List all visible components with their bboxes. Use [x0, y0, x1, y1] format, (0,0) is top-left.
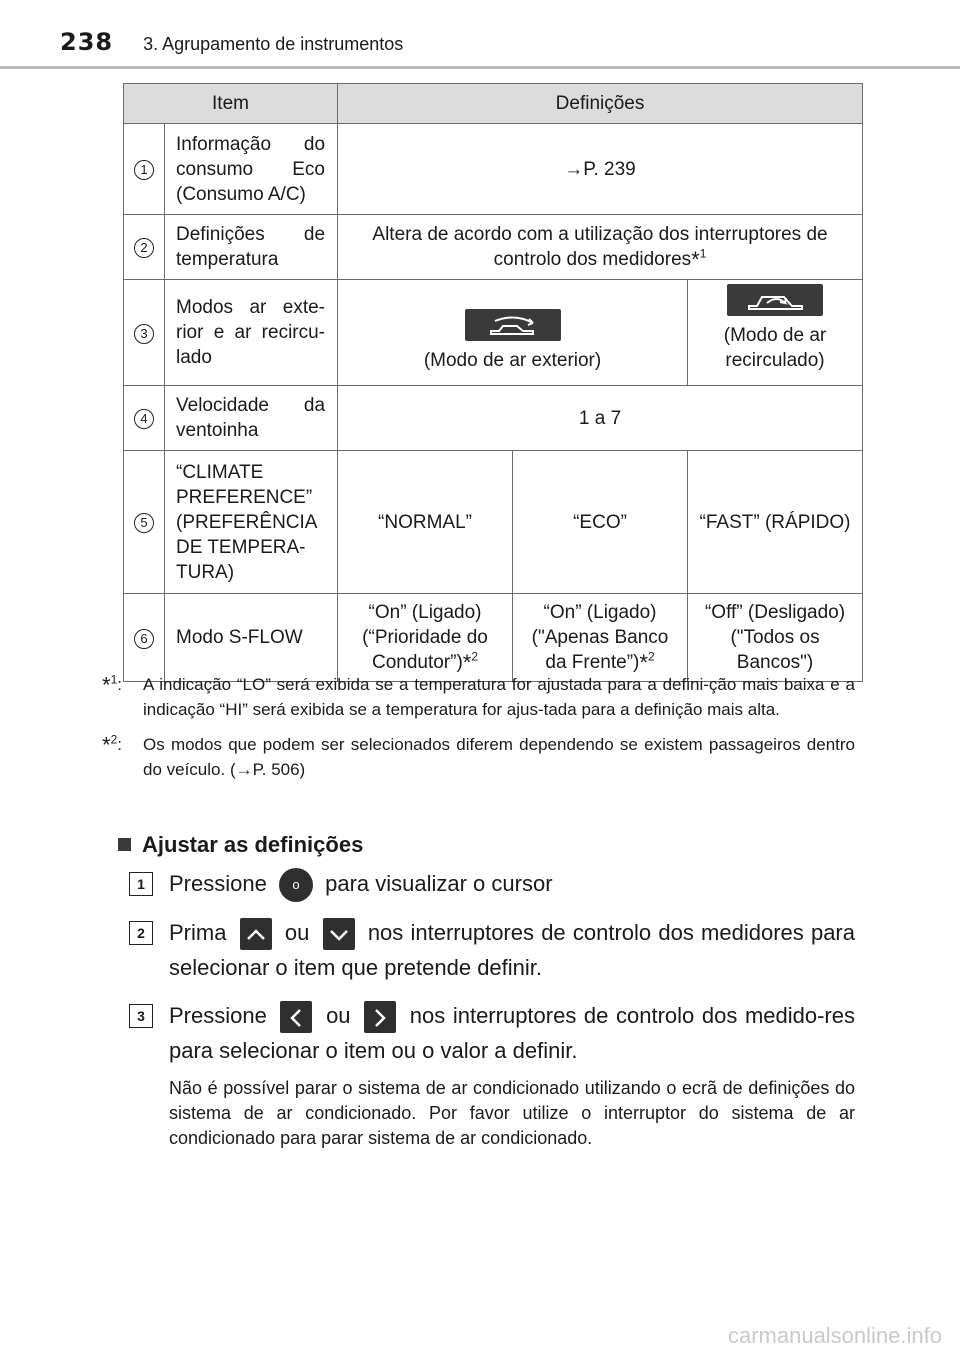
option-eco: “ECO” — [513, 451, 688, 594]
footnote-mark: 1 — [110, 672, 118, 687]
step-number: 2 — [129, 921, 153, 945]
table-header-row — [124, 84, 863, 124]
step-number: 3 — [129, 1004, 153, 1028]
row-item: Informação do consumo Eco (Consumo A/C) — [165, 124, 338, 215]
footnote-mark: 2 — [110, 732, 118, 747]
row-number: 5 — [134, 513, 154, 533]
option-all-seats: “Off” (Desligado) ("Todos os Bancos") — [688, 594, 863, 682]
option-driver-priority: “On” (Ligado) (“Prioridade do Condutor”)*$^2$ — [338, 594, 513, 682]
table-row — [124, 280, 863, 386]
footnote-ref: 2 — [471, 649, 479, 664]
footnotes — [102, 672, 855, 792]
option-label: (Modo de ar recirculado) — [723, 325, 827, 371]
option-normal: “NORMAL” — [338, 451, 513, 594]
page-number: 238 — [60, 28, 114, 56]
step-1: 1 Pressione o para visualizar o cursor — [129, 866, 855, 902]
row-definition-text: Altera de acordo com a utilização dos interruptores de controlo dos medidores — [372, 224, 828, 270]
table-row — [124, 124, 863, 215]
ok-button-icon: o — [279, 868, 313, 902]
footnote-ref: 1 — [699, 246, 707, 261]
option-front-only: “On” (Ligado) ("Apenas Banco da Frente”)*$^2$ — [513, 594, 688, 682]
footnote: *$^1$: A indicação “LO” será exibida se a temperatura for ajustada para a defini-ção mais baixa e a indicação “HI” será exibida se a temperatura for ajus-tada para a definição mais alta. — [102, 672, 855, 719]
settings-table — [123, 83, 863, 682]
row-item: Definições de temperatura — [165, 215, 338, 280]
row-number: 3 — [134, 324, 154, 344]
row-number: 1 — [134, 160, 154, 180]
subheading: Ajustar as definições — [118, 832, 363, 858]
step-2: 2 Prima ou nos interruptores de controlo dos medidores para selecionar o item que pretende definir. — [129, 915, 855, 985]
row-number: 4 — [134, 409, 154, 429]
table-row — [124, 594, 863, 682]
option-recirculated-air — [688, 280, 863, 386]
bullet-square-icon — [118, 838, 131, 851]
table-row — [124, 215, 863, 280]
recirculated-air-mode-icon — [727, 284, 823, 316]
row-number: 6 — [134, 629, 154, 649]
right-chevron-icon — [364, 1001, 396, 1033]
outside-air-mode-icon — [465, 309, 561, 341]
option-label: “On” (Ligado) (“Prioridade do Condutor”) — [362, 602, 488, 673]
up-chevron-icon — [240, 918, 272, 950]
footnote: *$^2$: Os modos que podem ser selecionados diferem dependendo se existem passageiros dentro do veículo. (→P. 506) — [102, 732, 855, 779]
row-definition: 1 a 7 — [338, 386, 863, 451]
row-item: Modos ar exte-rior e ar recircu-lado — [165, 280, 338, 386]
row-item: Modo S-FLOW — [165, 594, 338, 682]
row-item: “CLIMATE PREFERENCE” (PREFERÊNCIA DE TEMPERA-TURA) — [165, 451, 338, 594]
row-number: 2 — [134, 238, 154, 258]
down-chevron-icon — [323, 918, 355, 950]
row-definition: →P. 239 — [338, 124, 863, 215]
page-header — [60, 28, 403, 56]
option-label: (Modo de ar exterior) — [423, 350, 602, 371]
option-label: “On” (Ligado) ("Apenas Banco da Frente”) — [531, 602, 669, 673]
step-number: 1 — [129, 872, 153, 896]
step-3: 3 Pressione ou nos interruptores de controlo dos medido-res para selecionar o item ou o valor a definir. — [129, 998, 855, 1068]
table-row — [124, 386, 863, 451]
watermark: carmanualsonline.info — [727, 1323, 942, 1348]
header-definitions: Definições — [338, 84, 863, 124]
footnote-ref: 2 — [647, 649, 655, 664]
header-item: Item — [124, 84, 338, 124]
row-item: Velocidade da ventoinha — [165, 386, 338, 451]
footnote-text: Os modos que podem ser selecionados diferem dependendo se existem passageiros dentro do veículo. (→P. 506) — [143, 735, 855, 779]
option-fast: “FAST” (RÁPIDO) — [688, 451, 863, 594]
option-outside-air — [338, 280, 688, 386]
footnote-text: A indicação “LO” será exibida se a temperatura for ajustada para a defini-ção mais baixa e a indicação “HI” será exibida se a temperatura for ajus-tada para a definição mais alta. — [143, 675, 855, 719]
row-definition: Altera de acordo com a utilização dos interruptores de controlo dos medidores*$^1$ — [338, 215, 863, 280]
left-chevron-icon — [280, 1001, 312, 1033]
note-paragraph: Não é possível parar o sistema de ar condicionado utilizando o ecrã de definições do sistema de ar condicionado. Por favor utilize o interruptor do sistema de ar condicionado para parar sistema de ar condicionado. — [169, 1078, 855, 1148]
table-row — [124, 451, 863, 594]
section-title: 3. Agrupamento de instrumentos — [143, 34, 404, 54]
header-rule — [0, 66, 960, 69]
